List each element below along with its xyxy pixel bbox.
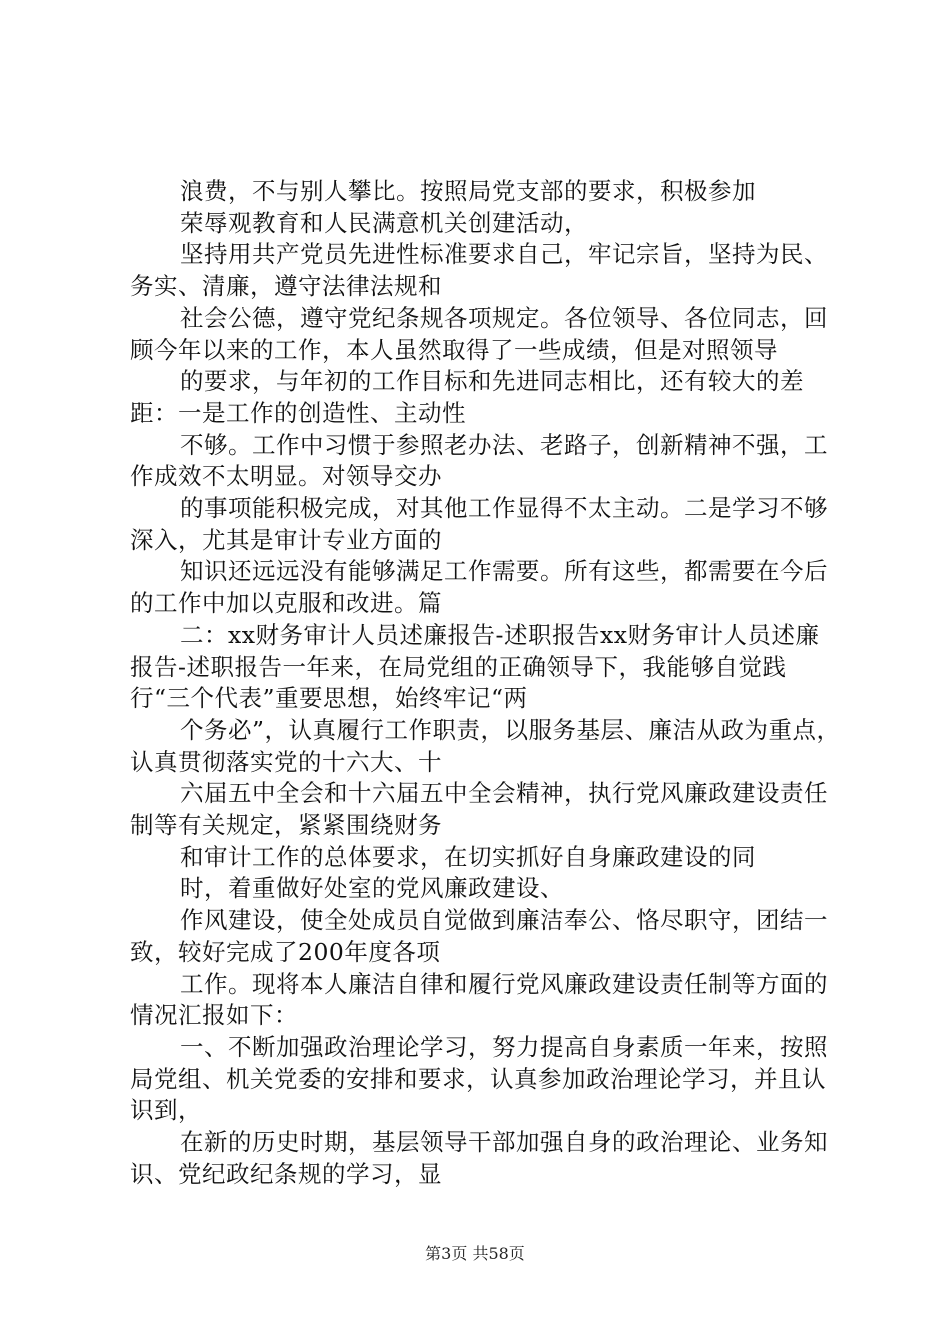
paragraph: 工作。现将本人廉洁自律和履行党风廉政建设责任制等方面的情况汇报如下：	[130, 969, 828, 1030]
paragraph: 坚持用共产党员先进性标准要求自己，牢记宗旨，坚持为民、务实、清廉，遵守法律法规和	[130, 240, 828, 301]
paragraph: 浪费，不与别人攀比。按照局党支部的要求，积极参加	[180, 177, 756, 205]
paragraph: 二：xx财务审计人员述廉报告-述职报告xx财务审计人员述廉报告-述职报告一年来，在局党组的正确领导下，我能够自觉践行“三个代表”重要思想，始终牢记“两	[130, 620, 820, 713]
paragraph: 荣辱观教育和人民满意机关创建活动，	[180, 208, 588, 237]
paragraph: 不够。工作中习惯于参照老办法、老路子，创新精神不强，工作成效不太明显。对领导交办	[130, 430, 828, 491]
paragraph: 个务必”，认真履行工作职责，以服务基层、廉洁从政为重点，认真贯彻落实党的十六大、十	[130, 715, 841, 776]
document-body	[130, 176, 842, 1191]
paragraph: 的事项能积极完成，对其他工作显得不太主动。二是学习不够深入，尤其是审计专业方面的	[130, 494, 828, 554]
paragraph: 和审计工作的总体要求，在切实抓好自身廉政建设的同	[180, 842, 756, 871]
page-number: 第3页 共58页	[425, 1244, 525, 1263]
paragraph: 在新的历史时期，基层领导干部加强自身的政治理论、业务知识、党纪政纪条规的学习，显	[130, 1128, 828, 1188]
paragraph: 时，着重做好处室的党风廉政建设、	[180, 874, 564, 903]
paragraph: 社会公德，遵守党纪条规各项规定。各位领导、各位同志，回顾今年以来的工作，本人虽然取得了一些成绩，但是对照领导	[130, 303, 828, 364]
paragraph: 六届五中全会和十六届五中全会精神，执行党风廉政建设责任制等有关规定，紧紧围绕财务	[130, 779, 828, 840]
paragraph: 一、不断加强政治理论学习，努力提高自身素质一年来，按照局党组、机关党委的安排和要求，认真参加政治理论学习，并且认识到，	[130, 1032, 828, 1125]
paragraph: 知识还远远没有能够满足工作需要。所有这些，都需要在今后的工作中加以克服和改进。篇	[130, 557, 828, 618]
page-footer	[0, 1244, 950, 1264]
paragraph: 的要求，与年初的工作目标和先进同志相比，还有较大的差距：一是工作的创造性、主动性	[130, 367, 804, 427]
paragraph: 作风建设，使全处成员自觉做到廉洁奉公、恪尽职守，团结一致，较好完成了200年度各项	[130, 906, 828, 966]
